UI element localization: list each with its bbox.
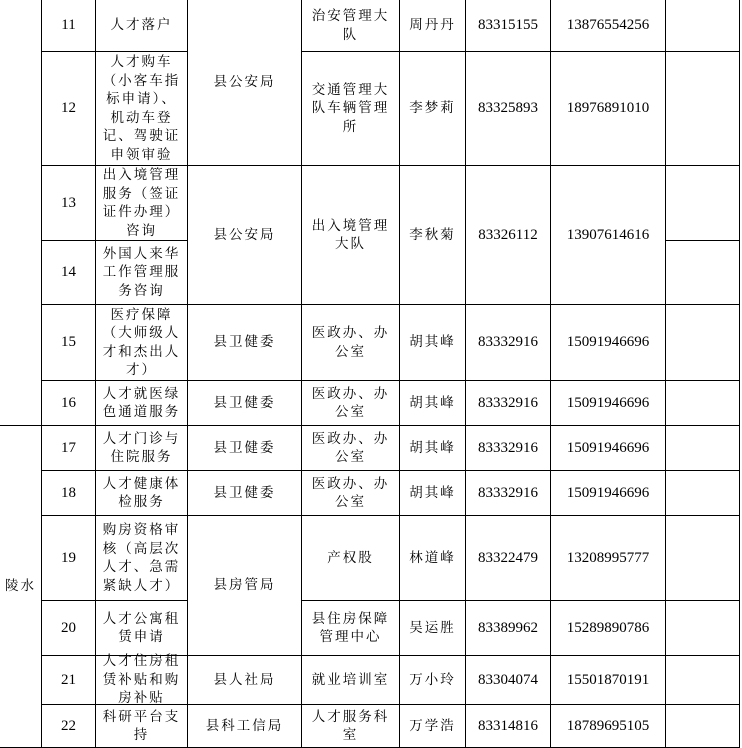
row-number-cell bbox=[41, 600, 96, 656]
service-cell bbox=[95, 0, 188, 52]
service-cell bbox=[95, 470, 188, 516]
contact-person-cell-text: 胡其峰 bbox=[409, 394, 456, 411]
office-phone-cell bbox=[465, 380, 551, 426]
unit-cell bbox=[301, 655, 400, 705]
row-number-cell bbox=[41, 655, 96, 705]
unit-cell-text: 医政办、办公室 bbox=[311, 475, 390, 510]
contact-person-cell-text: 胡其峰 bbox=[409, 334, 456, 351]
office-phone-cell bbox=[465, 304, 551, 381]
mobile-phone-cell bbox=[550, 0, 666, 52]
remarks-cell bbox=[665, 425, 740, 471]
unit-cell bbox=[301, 165, 400, 305]
row-number-cell bbox=[41, 470, 96, 516]
contact-person-cell bbox=[399, 704, 466, 748]
contact-person-cell-text: 李梦莉 bbox=[409, 100, 456, 117]
mobile-phone-cell-text: 15501870191 bbox=[566, 671, 650, 688]
contact-person-cell-text: 林道峰 bbox=[409, 549, 456, 566]
unit-cell-text: 医政办、办公室 bbox=[311, 325, 390, 360]
region-cell bbox=[0, 425, 42, 748]
mobile-phone-cell bbox=[550, 655, 666, 705]
mobile-phone-cell bbox=[550, 704, 666, 748]
mobile-phone-cell-text: 15091946696 bbox=[566, 394, 650, 411]
contact-person-cell-text: 胡其峰 bbox=[409, 484, 456, 501]
service-cell bbox=[95, 240, 188, 305]
contact-person-cell-text: 吴运胜 bbox=[409, 619, 456, 636]
unit-cell bbox=[301, 0, 400, 52]
mobile-phone-cell-text: 18789695105 bbox=[566, 717, 650, 734]
service-cell-text: 科研平台支持 bbox=[102, 708, 181, 743]
row-number-cell-text: 12 bbox=[61, 100, 76, 117]
contact-person-cell bbox=[399, 470, 466, 516]
region-blank-cell bbox=[0, 0, 42, 426]
mobile-phone-cell bbox=[550, 304, 666, 381]
department-cell bbox=[187, 380, 302, 426]
service-cell-text: 人才门诊与住院服务 bbox=[102, 430, 181, 465]
department-cell-text: 县卫健委 bbox=[213, 484, 276, 501]
remarks-cell bbox=[665, 304, 740, 381]
office-phone-cell bbox=[465, 470, 551, 516]
service-cell-text: 医疗保障（大师级人才和杰出人才） bbox=[102, 306, 181, 378]
row-number-cell bbox=[41, 425, 96, 471]
row-number-cell bbox=[41, 304, 96, 381]
unit-cell bbox=[301, 515, 400, 601]
office-phone-cell bbox=[465, 655, 551, 705]
unit-cell-text: 产权股 bbox=[327, 549, 374, 566]
service-cell bbox=[95, 704, 188, 748]
service-cell bbox=[95, 165, 188, 241]
contact-person-cell bbox=[399, 0, 466, 52]
service-cell-text: 人才购车（小客车指标申请）、机动车登记、驾驶证申领审验 bbox=[102, 54, 181, 163]
contact-person-cell bbox=[399, 655, 466, 705]
department-cell-text: 县公安局 bbox=[213, 226, 276, 243]
mobile-phone-cell bbox=[550, 470, 666, 516]
unit-cell bbox=[301, 425, 400, 471]
department-cell bbox=[187, 655, 302, 705]
office-phone-cell bbox=[465, 425, 551, 471]
mobile-phone-cell-text: 13208995777 bbox=[566, 549, 650, 566]
office-phone-cell-text: 83304074 bbox=[478, 671, 538, 688]
unit-cell bbox=[301, 704, 400, 748]
department-cell-text: 县人社局 bbox=[213, 671, 276, 688]
office-phone-cell bbox=[465, 704, 551, 748]
mobile-phone-cell bbox=[550, 51, 666, 166]
contact-person-cell bbox=[399, 380, 466, 426]
unit-cell-text: 治安管理大队 bbox=[311, 8, 390, 43]
remarks-cell bbox=[665, 470, 740, 516]
contact-person-cell bbox=[399, 600, 466, 656]
mobile-phone-cell-text: 15091946696 bbox=[566, 484, 650, 501]
row-number-cell bbox=[41, 0, 96, 52]
remarks-cell bbox=[665, 600, 740, 656]
contact-person-cell-text: 周丹丹 bbox=[409, 17, 456, 34]
row-number-cell-text: 19 bbox=[61, 549, 76, 566]
mobile-phone-cell-text: 15091946696 bbox=[566, 439, 650, 456]
service-cell-text: 人才住房租赁补贴和购房补贴 bbox=[102, 653, 181, 707]
department-cell bbox=[187, 425, 302, 471]
remarks-cell bbox=[665, 655, 740, 705]
department-cell bbox=[187, 0, 302, 166]
remarks-cell bbox=[665, 0, 740, 52]
remarks-cell bbox=[665, 51, 740, 166]
mobile-phone-cell-text: 15289890786 bbox=[566, 619, 650, 636]
service-cell-text: 人才就医绿色通道服务 bbox=[102, 385, 181, 420]
office-phone-cell-text: 83326112 bbox=[478, 226, 538, 243]
remarks-cell bbox=[665, 515, 740, 601]
office-phone-cell bbox=[465, 0, 551, 52]
mobile-phone-cell-text: 18976891010 bbox=[566, 100, 650, 117]
service-cell-text: 外国人来华工作管理服务咨询 bbox=[102, 245, 181, 299]
row-number-cell-text: 16 bbox=[61, 394, 76, 411]
row-number-cell-text: 14 bbox=[61, 264, 76, 281]
service-cell bbox=[95, 515, 188, 601]
service-cell-text: 购房资格审核（高层次人才、急需紧缺人才） bbox=[102, 522, 181, 594]
row-number-cell bbox=[41, 240, 96, 305]
mobile-phone-cell bbox=[550, 425, 666, 471]
row-number-cell-text: 13 bbox=[61, 194, 76, 211]
office-phone-cell-text: 83315155 bbox=[478, 17, 538, 34]
region-cell-text: 陵水 bbox=[5, 578, 36, 595]
mobile-phone-cell bbox=[550, 165, 666, 305]
row-number-cell bbox=[41, 704, 96, 748]
office-phone-cell bbox=[465, 165, 551, 305]
mobile-phone-cell bbox=[550, 600, 666, 656]
contact-person-cell bbox=[399, 165, 466, 305]
department-cell bbox=[187, 704, 302, 748]
office-phone-cell bbox=[465, 51, 551, 166]
service-cell bbox=[95, 380, 188, 426]
contact-person-cell-text: 万学浩 bbox=[409, 717, 456, 734]
row-number-cell-text: 11 bbox=[61, 17, 76, 34]
row-number-cell-text: 20 bbox=[61, 619, 76, 636]
unit-cell bbox=[301, 380, 400, 426]
department-cell-text: 县卫健委 bbox=[213, 334, 276, 351]
department-cell bbox=[187, 470, 302, 516]
office-phone-cell-text: 83332916 bbox=[478, 334, 538, 351]
mobile-phone-cell-text: 13907614616 bbox=[566, 226, 650, 243]
department-cell bbox=[187, 515, 302, 656]
unit-cell-text: 医政办、办公室 bbox=[311, 430, 390, 465]
unit-cell bbox=[301, 600, 400, 656]
department-cell bbox=[187, 165, 302, 305]
remarks-cell bbox=[665, 165, 740, 241]
contact-person-cell-text: 万小玲 bbox=[409, 671, 456, 688]
row-number-cell-text: 17 bbox=[61, 439, 76, 456]
office-phone-cell-text: 83314816 bbox=[478, 717, 538, 734]
mobile-phone-cell bbox=[550, 515, 666, 601]
unit-cell-text: 就业培训室 bbox=[311, 671, 390, 688]
row-number-cell-text: 15 bbox=[61, 334, 76, 351]
row-number-cell-text: 21 bbox=[61, 671, 76, 688]
service-cell-text: 出入境管理服务（签证证件办理）咨询 bbox=[102, 167, 181, 239]
service-cell bbox=[95, 425, 188, 471]
service-cell-text: 人才公寓租赁申请 bbox=[102, 610, 181, 645]
row-number-cell bbox=[41, 165, 96, 241]
mobile-phone-cell-text: 13876554256 bbox=[566, 17, 650, 34]
remarks-cell bbox=[665, 380, 740, 426]
office-phone-cell-text: 83322479 bbox=[478, 549, 538, 566]
department-cell bbox=[187, 304, 302, 381]
unit-cell bbox=[301, 470, 400, 516]
department-cell-text: 县公安局 bbox=[213, 74, 276, 91]
unit-cell-text: 医政办、办公室 bbox=[311, 385, 390, 420]
row-number-cell bbox=[41, 51, 96, 166]
row-number-cell bbox=[41, 515, 96, 601]
remarks-cell bbox=[665, 704, 740, 748]
office-phone-cell bbox=[465, 600, 551, 656]
department-cell-text: 县科工信局 bbox=[205, 717, 284, 734]
contact-person-cell-text: 李秋菊 bbox=[409, 226, 456, 243]
unit-cell-text: 交通管理大队车辆管理所 bbox=[311, 81, 390, 135]
department-cell-text: 县卫健委 bbox=[213, 394, 276, 411]
contact-person-cell bbox=[399, 304, 466, 381]
contact-person-cell bbox=[399, 425, 466, 471]
department-cell-text: 县卫健委 bbox=[213, 439, 276, 456]
unit-cell bbox=[301, 304, 400, 381]
service-cell bbox=[95, 51, 188, 166]
office-phone-cell-text: 83332916 bbox=[478, 394, 538, 411]
contact-person-cell bbox=[399, 515, 466, 601]
contact-person-cell-text: 胡其峰 bbox=[409, 439, 456, 456]
service-cell-text: 人才落户 bbox=[110, 17, 173, 34]
office-phone-cell-text: 83325893 bbox=[478, 100, 538, 117]
office-phone-cell-text: 83332916 bbox=[478, 439, 538, 456]
row-number-cell-text: 22 bbox=[61, 717, 76, 734]
unit-cell-text: 人才服务科室 bbox=[311, 708, 390, 743]
department-cell-text: 县房管局 bbox=[213, 577, 276, 594]
office-phone-cell-text: 83389962 bbox=[478, 619, 538, 636]
row-number-cell-text: 18 bbox=[61, 484, 76, 501]
remarks-cell bbox=[665, 240, 740, 305]
unit-cell-text: 县住房保障管理中心 bbox=[311, 610, 390, 645]
mobile-phone-cell bbox=[550, 380, 666, 426]
unit-cell bbox=[301, 51, 400, 166]
office-phone-cell-text: 83332916 bbox=[478, 484, 538, 501]
contact-person-cell bbox=[399, 51, 466, 166]
service-cell bbox=[95, 600, 188, 656]
service-cell bbox=[95, 304, 188, 381]
service-cell bbox=[95, 655, 188, 705]
row-number-cell bbox=[41, 380, 96, 426]
office-phone-cell bbox=[465, 515, 551, 601]
service-cell-text: 人才健康体检服务 bbox=[102, 475, 181, 510]
mobile-phone-cell-text: 15091946696 bbox=[566, 334, 650, 351]
unit-cell-text: 出入境管理大队 bbox=[311, 217, 390, 252]
